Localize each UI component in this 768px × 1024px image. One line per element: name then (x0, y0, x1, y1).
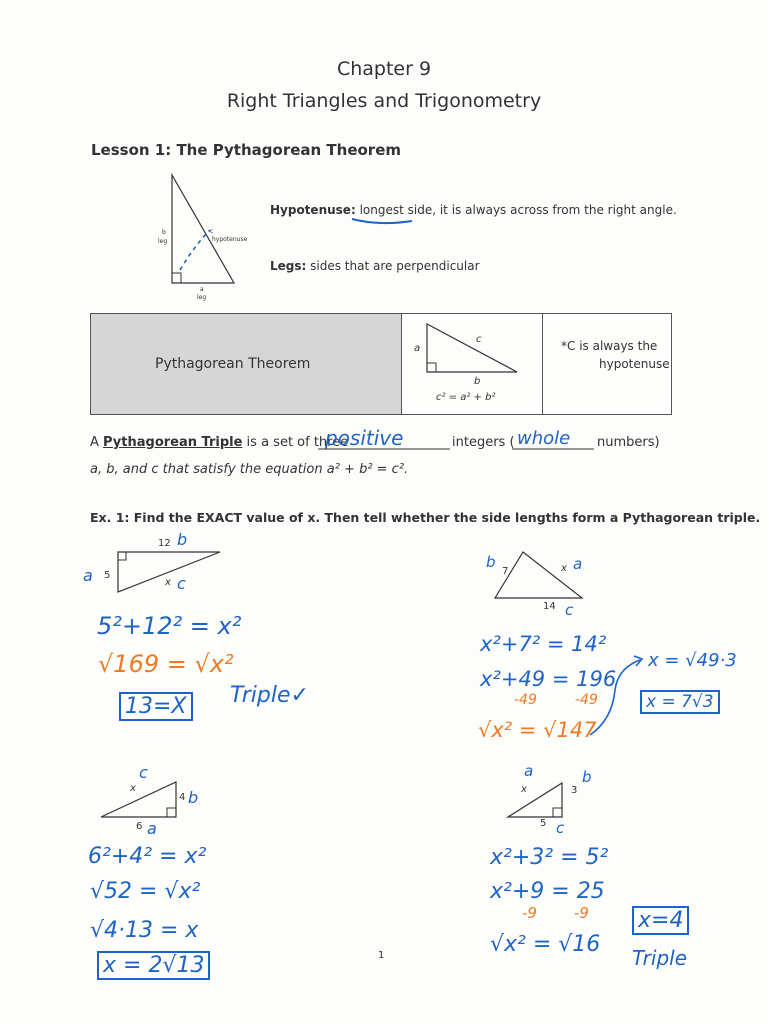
p3-bottom-hand: a (147, 819, 157, 838)
p1-top-label: 12 (158, 538, 171, 549)
p4-work2b-left: -9 (522, 904, 537, 922)
p3-work2: √52 = √x² (90, 879, 201, 904)
p3-hyp-label: x (130, 783, 136, 794)
triple-term: Pythagorean Triple (103, 435, 243, 450)
p3-right-hand: b (188, 788, 199, 807)
p3-right-label: 4 (179, 792, 186, 803)
diagram-a-label: a (200, 286, 204, 293)
diagram-leg-bottom-label: leg (197, 294, 207, 301)
p4-answer: x=4 (632, 906, 689, 935)
p3-work3: √4·13 = x (90, 918, 199, 943)
p2-side1: x = √49·3 (648, 650, 737, 671)
p4-work1: x²+3² = 5² (490, 845, 609, 870)
p1-left-hand: a (83, 566, 93, 585)
theorem-formula: c² = a² + b² (436, 392, 496, 403)
p3-c-hand: c (139, 763, 148, 782)
theorem-c: c (476, 334, 482, 345)
p4-a-hand: a (524, 762, 534, 780)
p4-triple: Triple (632, 946, 687, 970)
chapter-title: Right Triangles and Trigonometry (226, 90, 542, 112)
theorem-note-2: hypotenuse (599, 357, 670, 371)
p2-hyp-label: x (561, 563, 567, 574)
diagram-hypotenuse-label: hypotenuse (212, 236, 248, 243)
p4-b-hand: b (582, 768, 592, 786)
p4-work3: √x² = √16 (490, 932, 601, 957)
theorem-note-1: *C is always the (561, 339, 658, 353)
p4-hyp-label: x (521, 784, 527, 795)
p2-left-label: 7 (502, 566, 509, 577)
theorem-a: a (414, 343, 421, 354)
p3-bottom-label: 6 (136, 821, 143, 832)
diagram-c-label: c (210, 228, 214, 235)
p1-work1: 5²+12² = x² (97, 612, 242, 640)
p3-work1: 6²+4² = x² (88, 844, 207, 869)
triple-middle: is a set of three (242, 435, 349, 450)
p2-work2b-right: -49 (575, 692, 598, 708)
diagram-b-label: b (162, 229, 166, 236)
diagram-leg-left-label: leg (158, 238, 168, 245)
p1-work2: √169 = √x² (98, 650, 234, 678)
p4-work2b-right: -9 (574, 904, 589, 922)
p2-work1: x²+7² = 14² (480, 632, 607, 656)
p2-b-hand: b (486, 553, 496, 571)
theorem-b: b (474, 376, 481, 387)
triple-after1: integers ( (452, 435, 515, 450)
blank-positive: positive (325, 426, 404, 450)
p2-bottom-hand: c (565, 601, 574, 619)
p4-bottom-label: 5 (540, 818, 547, 829)
hypotenuse-highlight: longest side (359, 203, 433, 217)
legs-def: sides that are perpendicular (310, 259, 480, 273)
triple-after2: numbers) (597, 435, 660, 450)
hypotenuse-rest: , it is always across from the right angle. (432, 203, 677, 217)
hypotenuse-term: Hypotenuse: (270, 203, 356, 217)
p1-left-label: 5 (104, 570, 111, 581)
p2-work3: √x² = √147 (478, 718, 597, 742)
theorem-name: Pythagorean Theorem (155, 356, 311, 372)
triple-prefix: A (90, 435, 104, 450)
p4-right-label: 3 (571, 785, 578, 796)
p1-top-hand: b (177, 530, 188, 549)
blank-whole: whole (517, 428, 571, 449)
p1-hyp-hand: c (177, 574, 186, 593)
p2-work2b-left: -49 (514, 692, 537, 708)
triple-definition-line2: a, b, and c that satisfy the equation a² + b² = c². (90, 462, 409, 477)
p2-answer: x = 7√3 (640, 690, 720, 714)
legs-term: Legs: (270, 259, 307, 273)
p3-answer: x = 2√13 (97, 951, 210, 980)
example-prompt: Ex. 1: Find the EXACT value of x. Then tell whether the side lengths form a Pythagorean triple. (90, 510, 761, 525)
p2-work2: x²+49 = 196 (480, 667, 617, 691)
page-number: 1 (378, 950, 385, 961)
p4-work2: x²+9 = 25 (490, 879, 605, 904)
p2-a-hand: a (573, 555, 583, 573)
p1-hyp-label: x (165, 577, 171, 588)
p2-bottom-label: 14 (543, 601, 556, 612)
p1-triple: Triple✓ (230, 683, 309, 708)
p4-bottom-hand: c (556, 819, 565, 837)
chapter-number: Chapter 9 (336, 58, 432, 80)
lesson-heading: Lesson 1: The Pythagorean Theorem (91, 141, 402, 159)
p1-answer: 13=X (119, 692, 193, 721)
